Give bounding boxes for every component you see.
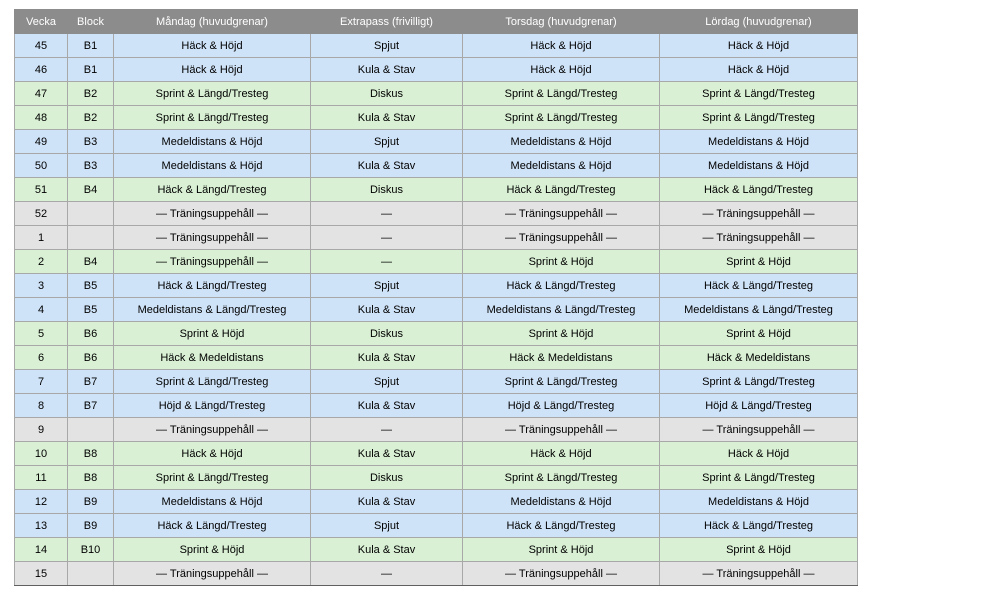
thursday-cell: Höjd & Längd/Tresteg	[463, 394, 660, 418]
extra-session-cell: Diskus	[311, 466, 463, 490]
week-cell: 10	[15, 442, 68, 466]
table-row	[15, 370, 858, 394]
block-cell: B8	[68, 466, 114, 490]
block-cell: B1	[68, 58, 114, 82]
extra-session-cell: —	[311, 250, 463, 274]
monday-cell: — Träningsuppehåll —	[114, 250, 311, 274]
block-cell: B6	[68, 346, 114, 370]
saturday-cell: Medeldistans & Höjd	[660, 490, 858, 514]
extra-session-cell: Diskus	[311, 82, 463, 106]
saturday-cell: Sprint & Längd/Tresteg	[660, 370, 858, 394]
extra-session-cell: Kula & Stav	[311, 346, 463, 370]
monday-cell: Sprint & Höjd	[114, 322, 311, 346]
monday-cell: Sprint & Längd/Tresteg	[114, 82, 311, 106]
block-cell: B4	[68, 178, 114, 202]
saturday-cell: Sprint & Höjd	[660, 322, 858, 346]
week-cell: 3	[15, 274, 68, 298]
saturday-cell: Häck & Höjd	[660, 34, 858, 58]
monday-cell: Häck & Höjd	[114, 442, 311, 466]
monday-cell: Sprint & Längd/Tresteg	[114, 466, 311, 490]
table-row	[15, 82, 858, 106]
thursday-cell: Sprint & Längd/Tresteg	[463, 466, 660, 490]
header-saturday: Lördag (huvudgrenar)	[660, 10, 858, 34]
table-row	[15, 490, 858, 514]
week-cell: 50	[15, 154, 68, 178]
monday-cell: Sprint & Längd/Tresteg	[114, 106, 311, 130]
thursday-cell: — Träningsuppehåll —	[463, 226, 660, 250]
saturday-cell: Sprint & Längd/Tresteg	[660, 106, 858, 130]
monday-cell: Häck & Höjd	[114, 58, 311, 82]
extra-session-cell: Kula & Stav	[311, 490, 463, 514]
thursday-cell: Medeldistans & Höjd	[463, 490, 660, 514]
saturday-cell: Häck & Längd/Tresteg	[660, 514, 858, 538]
block-cell: B2	[68, 106, 114, 130]
week-cell: 47	[15, 82, 68, 106]
week-cell: 1	[15, 226, 68, 250]
week-cell: 48	[15, 106, 68, 130]
header-thursday: Torsdag (huvudgrenar)	[463, 10, 660, 34]
extra-session-cell: Spjut	[311, 130, 463, 154]
monday-cell: — Träningsuppehåll —	[114, 226, 311, 250]
extra-session-cell: Diskus	[311, 178, 463, 202]
saturday-cell: Höjd & Längd/Tresteg	[660, 394, 858, 418]
week-cell: 52	[15, 202, 68, 226]
thursday-cell: Häck & Höjd	[463, 442, 660, 466]
thursday-cell: Häck & Längd/Tresteg	[463, 274, 660, 298]
week-cell: 8	[15, 394, 68, 418]
extra-session-cell: Kula & Stav	[311, 538, 463, 562]
table-row	[15, 346, 858, 370]
week-cell: 7	[15, 370, 68, 394]
extra-session-cell: Spjut	[311, 34, 463, 58]
week-cell: 6	[15, 346, 68, 370]
table-row	[15, 562, 858, 586]
thursday-cell: — Träningsuppehåll —	[463, 418, 660, 442]
extra-session-cell: —	[311, 418, 463, 442]
extra-session-cell: Spjut	[311, 370, 463, 394]
header-week: Vecka	[15, 10, 68, 34]
monday-cell: Sprint & Höjd	[114, 538, 311, 562]
thursday-cell: Häck & Höjd	[463, 34, 660, 58]
monday-cell: Medeldistans & Höjd	[114, 130, 311, 154]
block-cell: B4	[68, 250, 114, 274]
table-row	[15, 58, 858, 82]
block-cell: B9	[68, 514, 114, 538]
thursday-cell: Medeldistans & Längd/Tresteg	[463, 298, 660, 322]
saturday-cell: — Träningsuppehåll —	[660, 418, 858, 442]
block-cell	[68, 202, 114, 226]
table-row	[15, 274, 858, 298]
monday-cell: Medeldistans & Höjd	[114, 490, 311, 514]
table-row	[15, 34, 858, 58]
table-row	[15, 322, 858, 346]
monday-cell: Häck & Höjd	[114, 34, 311, 58]
table-row	[15, 250, 858, 274]
week-cell: 14	[15, 538, 68, 562]
table-row	[15, 466, 858, 490]
block-cell: B6	[68, 322, 114, 346]
monday-cell: Höjd & Längd/Tresteg	[114, 394, 311, 418]
extra-session-cell: —	[311, 562, 463, 586]
thursday-cell: Häck & Höjd	[463, 58, 660, 82]
thursday-cell: Sprint & Höjd	[463, 322, 660, 346]
thursday-cell: Häck & Medeldistans	[463, 346, 660, 370]
monday-cell: Medeldistans & Längd/Tresteg	[114, 298, 311, 322]
saturday-cell: — Träningsuppehåll —	[660, 562, 858, 586]
week-cell: 2	[15, 250, 68, 274]
block-cell: B5	[68, 298, 114, 322]
week-cell: 45	[15, 34, 68, 58]
monday-cell: Sprint & Längd/Tresteg	[114, 370, 311, 394]
block-cell: B8	[68, 442, 114, 466]
table-row	[15, 298, 858, 322]
thursday-cell: Sprint & Längd/Tresteg	[463, 106, 660, 130]
week-cell: 46	[15, 58, 68, 82]
training-schedule-table	[14, 9, 858, 586]
extra-session-cell: Kula & Stav	[311, 394, 463, 418]
block-cell: B10	[68, 538, 114, 562]
block-cell: B5	[68, 274, 114, 298]
saturday-cell: Sprint & Höjd	[660, 250, 858, 274]
saturday-cell: Häck & Höjd	[660, 58, 858, 82]
week-cell: 11	[15, 466, 68, 490]
block-cell: B3	[68, 130, 114, 154]
thursday-cell: Medeldistans & Höjd	[463, 130, 660, 154]
table-row	[15, 202, 858, 226]
block-cell: B9	[68, 490, 114, 514]
week-cell: 12	[15, 490, 68, 514]
block-cell	[68, 562, 114, 586]
extra-session-cell: —	[311, 202, 463, 226]
thursday-cell: Häck & Längd/Tresteg	[463, 514, 660, 538]
extra-session-cell: Kula & Stav	[311, 298, 463, 322]
week-cell: 9	[15, 418, 68, 442]
table-header-row	[15, 10, 858, 34]
week-cell: 13	[15, 514, 68, 538]
saturday-cell: Häck & Längd/Tresteg	[660, 274, 858, 298]
monday-cell: — Träningsuppehåll —	[114, 418, 311, 442]
block-cell: B7	[68, 370, 114, 394]
saturday-cell: — Träningsuppehåll —	[660, 202, 858, 226]
saturday-cell: Häck & Höjd	[660, 442, 858, 466]
block-cell	[68, 226, 114, 250]
block-cell: B2	[68, 82, 114, 106]
block-cell	[68, 418, 114, 442]
monday-cell: Häck & Medeldistans	[114, 346, 311, 370]
table-row	[15, 226, 858, 250]
thursday-cell: Sprint & Höjd	[463, 250, 660, 274]
extra-session-cell: Spjut	[311, 514, 463, 538]
thursday-cell: Sprint & Längd/Tresteg	[463, 82, 660, 106]
table-row	[15, 442, 858, 466]
monday-cell: — Träningsuppehåll —	[114, 202, 311, 226]
extra-session-cell: Kula & Stav	[311, 106, 463, 130]
monday-cell: Häck & Längd/Tresteg	[114, 274, 311, 298]
header-block: Block	[68, 10, 114, 34]
monday-cell: Häck & Längd/Tresteg	[114, 514, 311, 538]
thursday-cell: — Träningsuppehåll —	[463, 562, 660, 586]
table-row	[15, 418, 858, 442]
table-row	[15, 154, 858, 178]
saturday-cell: Medeldistans & Längd/Tresteg	[660, 298, 858, 322]
block-cell: B1	[68, 34, 114, 58]
week-cell: 4	[15, 298, 68, 322]
table-row	[15, 130, 858, 154]
extra-session-cell: Kula & Stav	[311, 442, 463, 466]
table-row	[15, 394, 858, 418]
week-cell: 51	[15, 178, 68, 202]
saturday-cell: Sprint & Längd/Tresteg	[660, 466, 858, 490]
header-monday: Måndag (huvudgrenar)	[114, 10, 311, 34]
block-cell: B7	[68, 394, 114, 418]
saturday-cell: Medeldistans & Höjd	[660, 154, 858, 178]
saturday-cell: Sprint & Höjd	[660, 538, 858, 562]
monday-cell: — Träningsuppehåll —	[114, 562, 311, 586]
table-row	[15, 514, 858, 538]
saturday-cell: Häck & Medeldistans	[660, 346, 858, 370]
thursday-cell: Sprint & Längd/Tresteg	[463, 370, 660, 394]
extra-session-cell: Spjut	[311, 274, 463, 298]
table-row	[15, 106, 858, 130]
header-extra-session: Extrapass (frivilligt)	[311, 10, 463, 34]
table-row	[15, 178, 858, 202]
thursday-cell: Medeldistans & Höjd	[463, 154, 660, 178]
week-cell: 15	[15, 562, 68, 586]
saturday-cell: — Träningsuppehåll —	[660, 226, 858, 250]
monday-cell: Medeldistans & Höjd	[114, 154, 311, 178]
table-body	[15, 34, 858, 586]
saturday-cell: Sprint & Längd/Tresteg	[660, 82, 858, 106]
saturday-cell: Medeldistans & Höjd	[660, 130, 858, 154]
thursday-cell: Sprint & Höjd	[463, 538, 660, 562]
thursday-cell: — Träningsuppehåll —	[463, 202, 660, 226]
table-row	[15, 538, 858, 562]
week-cell: 49	[15, 130, 68, 154]
week-cell: 5	[15, 322, 68, 346]
monday-cell: Häck & Längd/Tresteg	[114, 178, 311, 202]
extra-session-cell: Kula & Stav	[311, 58, 463, 82]
extra-session-cell: —	[311, 226, 463, 250]
block-cell: B3	[68, 154, 114, 178]
extra-session-cell: Diskus	[311, 322, 463, 346]
extra-session-cell: Kula & Stav	[311, 154, 463, 178]
thursday-cell: Häck & Längd/Tresteg	[463, 178, 660, 202]
saturday-cell: Häck & Längd/Tresteg	[660, 178, 858, 202]
